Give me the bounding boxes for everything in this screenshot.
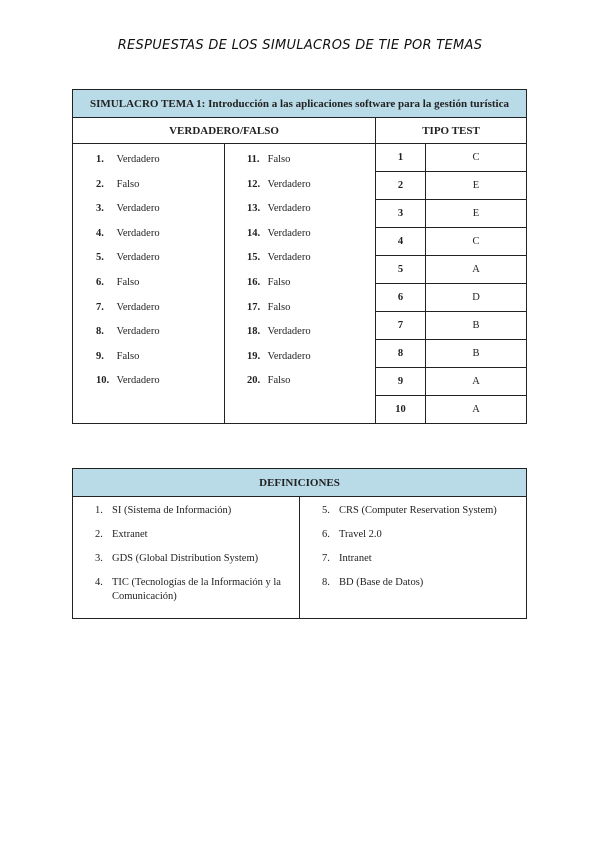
tf-item-number: 10. [96,375,110,387]
definition-number: 8. [322,577,330,588]
test-answer: D [426,284,527,312]
tf-item [73,302,224,327]
test-number: 1 [376,144,426,172]
test-number: 6 [376,284,426,312]
tf-item-number: 5. [96,252,104,264]
tf-item-number: 1. [96,154,104,165]
test-number: 4 [376,228,426,256]
tf-item-number: 13. [247,203,261,215]
tf-item-answer: Falso [116,276,140,288]
tf-item-number: 16. [247,276,261,288]
test-header: TIPO TEST [376,118,527,144]
tf-item [225,326,375,351]
definition-item [73,576,299,604]
tf-item [73,252,224,277]
definition-text: GDS (Global Distribution System) [112,553,259,564]
tf-item-answer: Verdadero [267,326,311,338]
definiciones-right-column [300,497,527,619]
tf-item-answer: Verdadero [267,227,311,239]
test-answer: A [426,396,527,424]
tf-item [73,326,224,351]
tf-item-answer: Verdadero [267,350,311,362]
definiciones-left-column [73,497,300,619]
tf-item [73,351,224,376]
test-answer: C [426,228,527,256]
test-number: 2 [376,172,426,200]
test-number: 8 [376,340,426,368]
test-answer: B [426,340,527,368]
tf-item-answer: Verdadero [116,301,160,313]
definition-item [300,552,526,566]
test-answer: A [426,256,527,284]
tf-item [73,154,224,179]
test-answer: E [426,200,527,228]
tf-left-column [73,144,225,424]
tf-item-answer: Verdadero [267,178,311,190]
tf-item-number: 14. [247,227,261,239]
tf-item [225,203,375,228]
tf-item [225,228,375,253]
definition-text: Travel 2.0 [339,529,382,540]
definition-number: 3. [95,553,103,564]
definition-number: 6. [322,529,330,540]
tf-item-number: 12. [247,178,261,190]
tf-item-number: 6. [96,276,104,288]
tf-item [225,302,375,327]
tf-item-answer: Verdadero [116,203,160,215]
tf-item [225,179,375,204]
tf-item-answer: Verdadero [116,154,160,165]
tf-header: VERDADERO/FALSO [73,118,376,144]
tf-item [73,203,224,228]
definition-text: Intranet [339,553,372,564]
test-number: 3 [376,200,426,228]
tf-item-number: 8. [96,326,104,338]
definition-item [300,576,526,590]
definition-number: 4. [95,577,103,588]
definition-number: 7. [322,553,330,564]
definition-item [300,504,526,518]
tf-item [225,154,375,179]
page-title: RESPUESTAS DE LOS SIMULACROS DE TIE POR TEMAS [117,38,483,53]
definition-number: 1. [95,505,103,516]
definition-number: 5. [322,505,330,516]
tf-item-number: 3. [96,203,104,215]
tf-item-answer: Verdadero [116,252,160,264]
test-answer: A [426,368,527,396]
tf-right-column [225,144,376,424]
test-number: 7 [376,312,426,340]
tf-item-answer: Falso [267,154,291,165]
tf-item [73,179,224,204]
test-answer: B [426,312,527,340]
definition-text: CRS (Computer Reservation System) [339,505,497,516]
tf-item [73,228,224,253]
test-number: 9 [376,368,426,396]
definition-text: TIC (Tecnologías de la Información y la Comunicación) [112,577,281,602]
simulacro-header: SIMULACRO TEMA 1: Introducción a las aplicaciones software para la gestión turística [73,90,527,118]
tf-item-answer: Verdadero [116,375,160,387]
tf-item-number: 7. [96,301,104,313]
tf-item [73,375,224,400]
tf-item-number: 15. [247,252,261,264]
tf-item-number: 11. [247,154,260,165]
test-answer: C [426,144,527,172]
tf-item [225,277,375,302]
tf-item-number: 9. [96,350,104,362]
test-number: 10 [376,396,426,424]
tf-item-answer: Verdadero [267,252,311,264]
tf-item-answer: Verdadero [267,203,311,215]
tf-item [73,277,224,302]
tf-item-answer: Falso [267,276,291,288]
tf-item-number: 18. [247,326,261,338]
test-answer: E [426,172,527,200]
tf-item-answer: Verdadero [116,326,160,338]
tf-item-number: 4. [96,227,104,239]
simulacro-table [72,89,527,424]
tf-item [225,351,375,376]
tf-item-number: 17. [247,301,261,313]
tf-item-answer: Falso [267,375,291,387]
tf-item [225,375,375,400]
definition-item [73,528,299,542]
tf-item-number: 2. [96,178,104,190]
definition-text: SI (Sistema de Información) [112,505,232,516]
definition-item [73,552,299,566]
tf-item-answer: Falso [267,301,291,313]
definition-number: 2. [95,529,103,540]
tf-item [225,252,375,277]
tf-item-answer: Falso [116,178,140,190]
tf-item-answer: Verdadero [116,227,160,239]
definiciones-header: DEFINICIONES [73,469,527,497]
definition-text: Extranet [112,529,148,540]
tf-item-number: 20. [247,375,261,387]
definition-item [73,504,299,518]
definition-item [300,528,526,542]
tf-item-number: 19. [247,350,261,362]
tf-item-answer: Falso [116,350,140,362]
test-number: 5 [376,256,426,284]
definiciones-table [72,468,527,619]
definition-text: BD (Base de Datos) [339,577,424,588]
